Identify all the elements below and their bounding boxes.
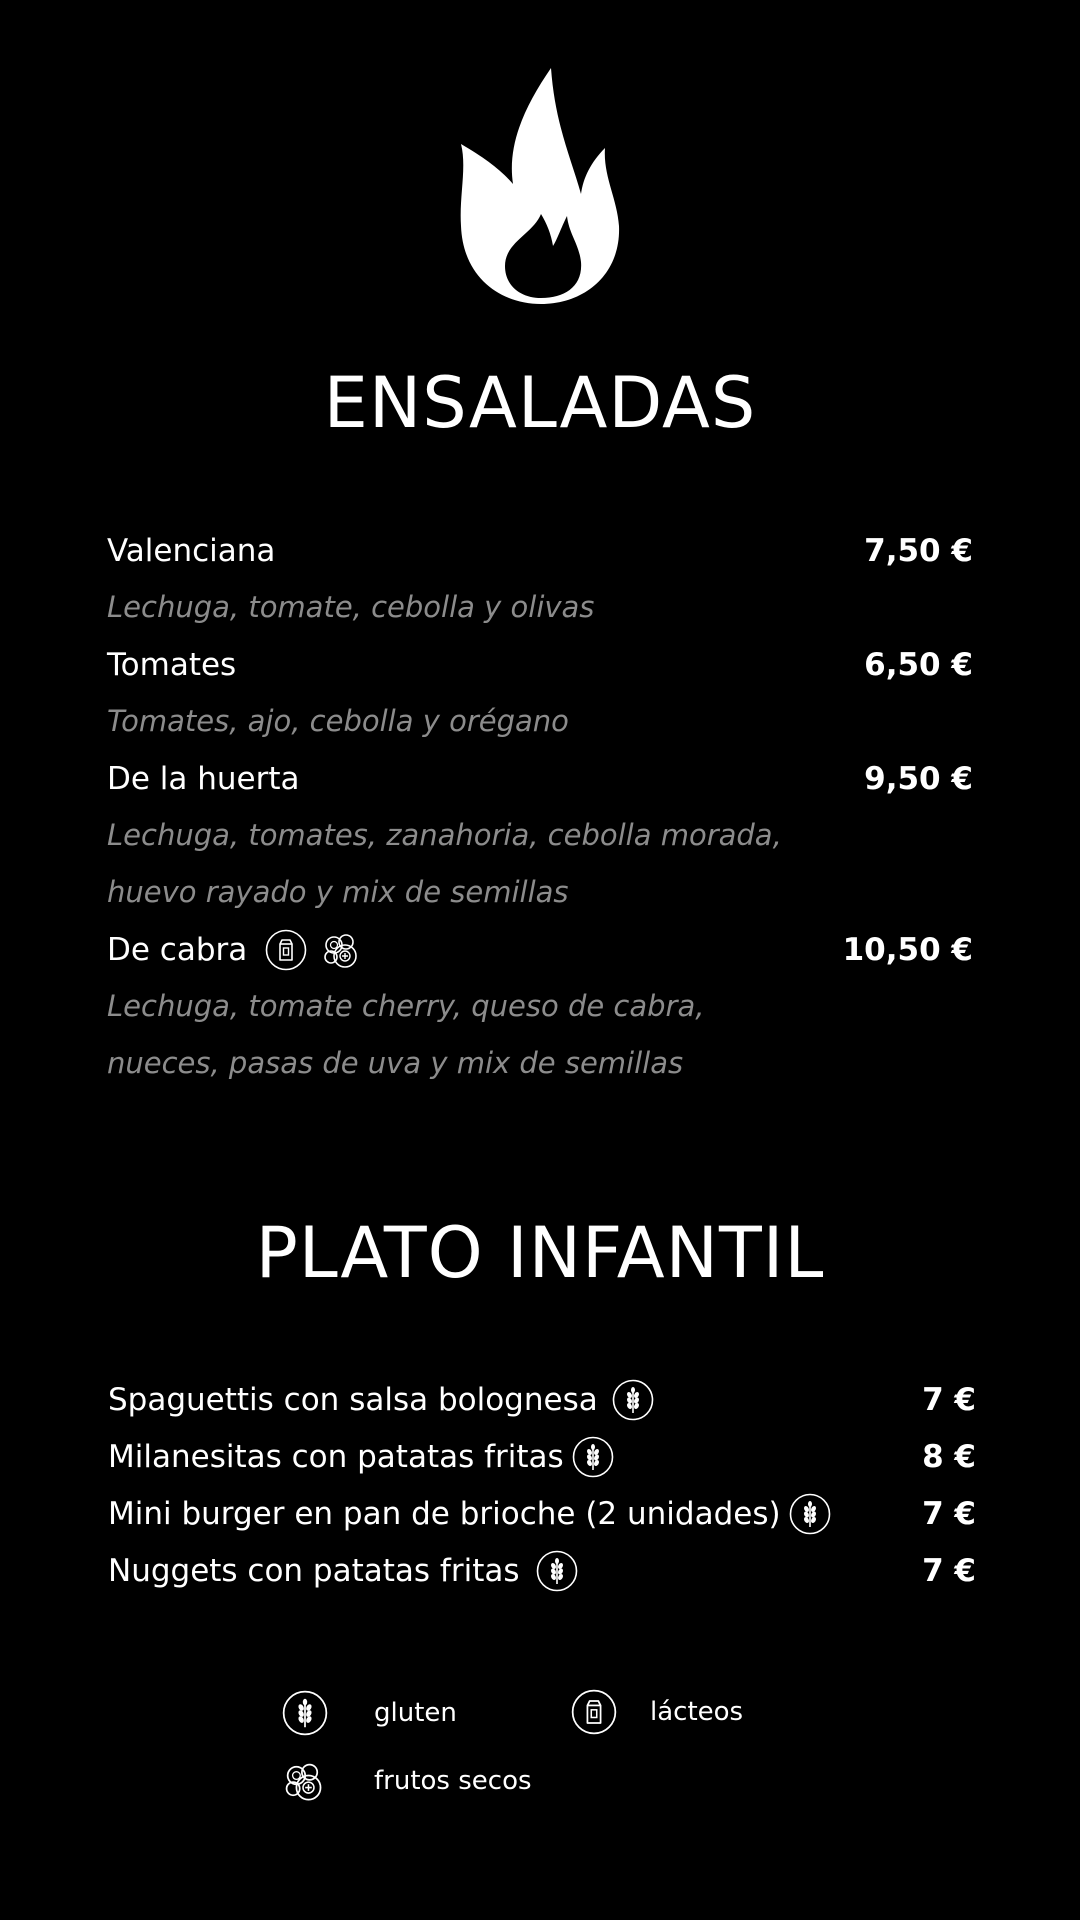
item-price: 7,50 € [864, 533, 973, 569]
section-title-ensaladas: ENSALADAS [323, 362, 757, 444]
item-name-text: Milanesitas con patatas fritas [108, 1439, 564, 1475]
flame-icon [455, 66, 625, 306]
dairy-icon [265, 929, 307, 971]
item-name: Tomates [107, 647, 237, 683]
gluten-icon [612, 1379, 654, 1421]
item-price: 8 € [922, 1439, 976, 1475]
item-name-text: De cabra [107, 932, 248, 968]
item-price: 7 € [922, 1382, 976, 1418]
dairy-icon [571, 1689, 617, 1735]
item-name-text: Nuggets con patatas fritas [108, 1553, 520, 1589]
item-name: Valenciana [107, 533, 276, 569]
menu-item-milanesitas [108, 1433, 976, 1481]
gluten-icon [572, 1436, 614, 1478]
item-name [108, 1433, 614, 1481]
legend-item-lacteos [571, 1689, 744, 1735]
legend-item-gluten [282, 1690, 457, 1736]
item-name [108, 1490, 831, 1538]
item-name [108, 1376, 654, 1424]
gluten-icon [282, 1690, 328, 1736]
item-description: nueces, pasas de uva y mix de semillas [107, 1046, 684, 1080]
legend-label: lácteos [650, 1697, 744, 1727]
item-name-text: Mini burger en pan de brioche (2 unidades) [108, 1496, 781, 1532]
item-name [108, 1547, 578, 1595]
item-description: Tomates, ajo, cebolla y orégano [107, 704, 569, 738]
nuts-icon [319, 929, 361, 971]
menu-item-tomates [107, 641, 973, 689]
legend-label: frutos secos [374, 1766, 532, 1796]
menu-item-valenciana [107, 527, 973, 575]
item-description: Lechuga, tomate cherry, queso de cabra, [107, 989, 705, 1023]
item-description: Lechuga, tomate, cebolla y olivas [107, 590, 595, 624]
item-price: 7 € [922, 1553, 976, 1589]
legend-item-frutos-secos [280, 1758, 532, 1804]
item-name: De la huerta [107, 761, 300, 797]
menu-item-mini-burger [108, 1490, 976, 1538]
item-price: 9,50 € [864, 761, 973, 797]
gluten-icon [789, 1493, 831, 1535]
item-price: 10,50 € [842, 932, 973, 968]
item-price: 7 € [922, 1496, 976, 1532]
item-price: 6,50 € [864, 647, 973, 683]
item-name-text: Spaguettis con salsa bolognesa [108, 1382, 598, 1418]
section-title-plato-infantil: PLATO INFANTIL [255, 1212, 825, 1294]
item-description: huevo rayado y mix de semillas [107, 875, 569, 909]
menu-item-de-la-huerta [107, 755, 973, 803]
nuts-icon [280, 1758, 326, 1804]
menu-item-de-cabra [107, 926, 973, 974]
menu-item-spaguettis [108, 1376, 976, 1424]
item-name [107, 926, 361, 974]
gluten-icon [536, 1550, 578, 1592]
menu-item-nuggets [108, 1547, 976, 1595]
item-description: Lechuga, tomates, zanahoria, cebolla morada, [107, 818, 782, 852]
legend-label: gluten [374, 1698, 457, 1728]
